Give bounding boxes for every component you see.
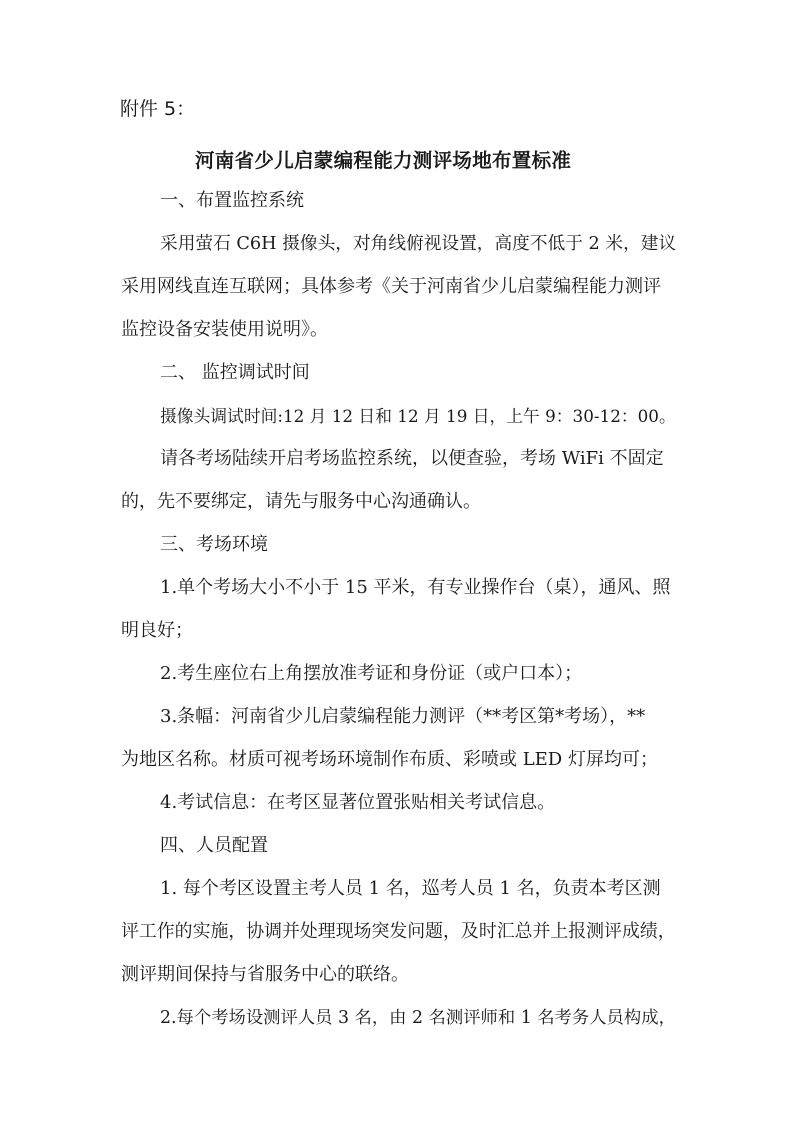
paragraph-line: 摄像头调试时间:12 月 12 日和 12 月 19 日，上午 9：30-12：00。	[160, 406, 676, 426]
paragraph-line: 4.考试信息：在考区显著位置张贴相关考试信息。	[160, 792, 556, 813]
paragraph-line: 监控设备安装使用说明》。	[121, 319, 328, 340]
document-title: 河南省少儿启蒙编程能力测评场地布置标准	[195, 149, 572, 172]
paragraph-line: 的，先不要绑定，请先与服务中心沟通确认。	[121, 491, 481, 512]
paragraph-line: 为地区名称。材质可视考场环境制作布质、彩喷或 LED 灯屏均可；	[121, 749, 658, 770]
section-heading-monitoring-time: 二、 监控调试时间	[160, 362, 310, 383]
paragraph-line: 2.每个考场设测评人员 3 名，由 2 名测评师和 1 名考务人员构成，	[160, 1008, 676, 1028]
paragraph-line: 采用网线直连互联网；具体参考《关于河南省少儿启蒙编程能力测评	[121, 276, 661, 297]
paragraph-line: 1.单个考场大小不小于 15 平米，有专业操作台（桌），通风、照	[160, 577, 671, 598]
attachment-label: 附件 5：	[120, 98, 196, 120]
paragraph-line: 明良好；	[121, 620, 193, 641]
section-heading-monitoring-system: 一、布置监控系统	[160, 190, 304, 211]
section-heading-exam-environment: 三、考场环境	[160, 534, 268, 555]
paragraph-line: 1. 每个考区设置主考人员 1 名，巡考人员 1 名，负责本考区测	[160, 878, 661, 899]
paragraph-line: 3.条幅：河南省少儿启蒙编程能力测评（**考区第*考场），**	[160, 706, 646, 727]
paragraph-line: 2.考生座位右上角摆放准考证和身份证（或户口本）；	[160, 663, 583, 684]
paragraph-line: 评工作的实施，协调并处理现场突发问题，及时汇总并上报测评成绩，	[121, 921, 676, 942]
paragraph-line: 测评期间保持与省服务中心的联络。	[121, 964, 409, 985]
paragraph-line: 采用萤石 C6H 摄像头，对角线俯视设置，高度不低于 2 米，建议	[160, 234, 677, 254]
section-heading-staffing: 四、人员配置	[160, 835, 268, 856]
paragraph-line: 请各考场陆续开启考场监控系统，以便查验，考场 WiFi 不固定	[160, 448, 664, 469]
